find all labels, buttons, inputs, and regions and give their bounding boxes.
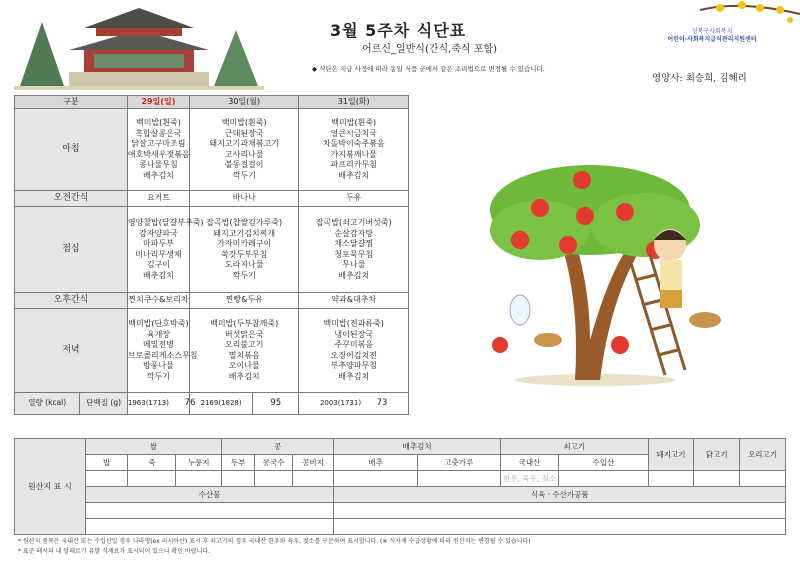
origin-sub: 콩국수 (255, 455, 292, 471)
dish: 마파두부 (142, 239, 174, 248)
menu-cell: 바나나 (189, 191, 299, 207)
center-logo (662, 28, 762, 62)
origin-sub: 밥 (85, 455, 128, 471)
origin-sub: 배추 (334, 455, 417, 471)
dish: 볼동걸걸이 (224, 160, 264, 169)
dish: 오징어김치전 (330, 350, 377, 360)
origin-group: 쇠고기 (500, 439, 648, 455)
dish: 무나물 (342, 260, 366, 269)
origin-value (255, 471, 292, 487)
seafood-proc-label: 식육 · 수산가공품 (334, 487, 786, 503)
origin-sub: 누룽지 (176, 455, 222, 471)
menu-cell (127, 309, 198, 393)
menu-cell (299, 207, 409, 293)
origin-table (14, 438, 786, 535)
origin-group: 오리고기 (740, 439, 786, 471)
dish: 오이나물 (228, 361, 260, 370)
dish: 오리불고기 (224, 340, 264, 349)
menu-cell (127, 109, 189, 191)
dish: 도라지나물 (224, 260, 264, 269)
origin-sub: 국내산 (500, 455, 558, 471)
origin-value (176, 471, 222, 487)
page-subtitle: 어르신_일반식(간식,죽식 포함) (362, 44, 498, 55)
dish: 청포묵무침 (334, 249, 374, 259)
menu-cell (189, 309, 299, 393)
origin-sub: 수입산 (559, 455, 648, 471)
origin-group: 콩 (222, 439, 334, 455)
nutritionist: 영양사: 최승희, 김혜리 (652, 73, 747, 84)
dish: 부추양파무침 (330, 361, 377, 370)
dish: 애호박새우젓볶음 (127, 149, 190, 159)
origin-sub: 고춧가루 (417, 455, 500, 471)
protein-value: 73 (376, 398, 388, 409)
seafood-label: 수산물 (85, 487, 334, 503)
dish: 김구이 (146, 260, 170, 269)
notice-text: ◆ 식단은 지급 사정에 따라 동일 식품 군에서 같은 조리법으로 변경될 수 있습니다. (312, 65, 545, 73)
kcal-label: 열량 (kcal) (15, 393, 80, 415)
menu-cell: 찐빵&두유 (189, 293, 299, 309)
dish: 깍두기 (232, 170, 256, 180)
origin-value (334, 471, 417, 487)
dish: 백미밥(전과류죽) (323, 319, 384, 328)
day-header: 30일(월) (189, 96, 299, 109)
dish: 쑥갓두부무침 (221, 249, 268, 259)
origin-value (85, 503, 334, 519)
dish: 백미밥(흰죽) (135, 118, 181, 127)
dish: 영양찰밥(달걀부추죽) (127, 218, 204, 227)
kcal-value: 2169(1828) (189, 393, 252, 415)
dish: 배추김치 (142, 170, 174, 180)
col-header: 구분 (15, 96, 128, 109)
row-label: 오후간식 (15, 293, 128, 309)
menu-cell (127, 207, 204, 293)
dish: 고사리나물 (224, 149, 264, 159)
dish: 돼지고기김치찌개 (213, 228, 276, 238)
dish: 잡곡밥(찹쌀김가루죽) (206, 218, 283, 227)
logo-line1: 성북구사회복지 (691, 28, 733, 35)
dish: 백미밥(두부참깨죽) (210, 319, 279, 328)
menu-cell (299, 109, 409, 191)
protein-label: 단백질 (g) (80, 393, 127, 415)
menu-cell: 요거트 (127, 191, 189, 207)
dish: 차돌박이숙주볶음 (322, 139, 385, 148)
origin-sub: 두부 (222, 455, 255, 471)
palace-illustration (14, 2, 264, 92)
footer-note-2: * 표준 레시피 내 알레르기 유발 식재료가 표시되어 있으니 확인 바랍니다. (18, 548, 211, 555)
origin-group: 닭고기 (694, 439, 740, 471)
origin-group: 배추김치 (334, 439, 500, 455)
dish: 냉이된장국 (334, 329, 374, 339)
dish: 육개장 (146, 329, 170, 339)
origin-group: 쌀 (85, 439, 221, 455)
protein-value: 76 (184, 398, 196, 409)
dish: 순살감자탕 (334, 228, 374, 238)
menu-cell: 약과&대추차 (299, 293, 409, 309)
dish: 흑합살콩은국 (135, 128, 182, 138)
footer-note-1: * 원산지 품목은 국내산 또는 수입산일 경우 나라명(ex 러시아산) 표시 후 쇠고기의 경우 국내산 한우와 육우, 젖소를 구분하여 표시합니다. (※ 식자재 수급상황에 따라 원산지는 변경될 수 있습니다) (18, 538, 531, 545)
origin-value (85, 519, 334, 535)
dish: 배추김치 (228, 371, 260, 381)
dish: 백미밥(흰죽) (221, 118, 267, 127)
dish: 버섯맑은국 (224, 329, 264, 339)
nutrition-cell (299, 393, 409, 415)
page-title: 3월 5주차 식단표 (330, 21, 467, 40)
dish: 백미밥(단호박죽) (128, 319, 189, 328)
origin-sub: 콩비지 (292, 455, 334, 471)
row-label: 아침 (15, 109, 128, 191)
kcal-value: 2003(1731) (319, 399, 362, 408)
origin-group: 돼지고기 (648, 439, 694, 471)
origin-value (334, 519, 786, 535)
dish: 닭살고구마조림 (131, 139, 186, 148)
origin-value (559, 471, 648, 487)
dish: 브로콜리게소스무침 (127, 350, 198, 360)
dish: 감자양파국 (139, 228, 178, 238)
origin-value (417, 471, 500, 487)
menu-cell (299, 309, 409, 393)
dish: 멸치볶음 (228, 350, 260, 360)
dish: 깍두기 (232, 270, 256, 280)
kcal-value: 1963(1713) (127, 399, 169, 408)
dish: 파프리카무침 (330, 160, 377, 169)
origin-value (85, 471, 128, 487)
flower-branch-illustration (700, 0, 800, 30)
day-header: 31일(화) (299, 96, 409, 109)
dish: 얼큰시금치국 (330, 128, 377, 138)
dish: 배추김치 (338, 371, 370, 381)
menu-table (14, 95, 409, 415)
logo-line2: 어린이·사회복지급식관리지원센터 (667, 36, 757, 43)
dish: 배추김치 (142, 270, 174, 280)
dish: 배추김치 (338, 170, 370, 180)
origin-value (334, 503, 786, 519)
dish: 콩나물무침 (139, 160, 178, 169)
menu-cell: 찐치쿠수&보리차 (127, 293, 189, 309)
dish: 가자미카레구이 (217, 239, 272, 248)
dish: 깍두기 (146, 371, 170, 381)
dish: 백미밥(흰죽) (331, 118, 377, 127)
dish: 메밀전병 (142, 340, 174, 349)
day-header: 29일(일) (127, 96, 189, 109)
row-label: 오전간식 (15, 191, 128, 207)
origin-value (740, 471, 786, 487)
origin-value (222, 471, 255, 487)
origin-sub: 죽 (128, 455, 176, 471)
dish: 근대된장국 (224, 128, 264, 138)
dish: 미나리무생채 (135, 249, 182, 259)
dish: 배추김치 (338, 270, 370, 280)
row-label: 저녁 (15, 309, 128, 393)
menu-cell (189, 207, 299, 293)
menu-cell: 두유 (299, 191, 409, 207)
origin-value (648, 471, 694, 487)
dish: 방풍나물 (142, 361, 174, 370)
origin-label: 원산지 표 시 (15, 439, 86, 535)
beef-hint: 한우, 육우, 젖소 (500, 471, 558, 487)
nutrition-cell (127, 393, 196, 415)
row-label: 점심 (15, 207, 128, 293)
dish: 채소달걀찜 (334, 239, 374, 248)
origin-value (128, 471, 176, 487)
origin-value (292, 471, 334, 487)
origin-value (694, 471, 740, 487)
dish: 돼지고기과채볶고기 (209, 139, 279, 148)
apple-tree-illustration (480, 150, 730, 390)
dish: 가지볶깨나물 (330, 149, 377, 159)
dish: 잡곡밥(쇠고기버섯죽) (315, 218, 392, 227)
menu-cell (189, 109, 299, 191)
dish: 주꾸미볶음 (334, 340, 374, 349)
protein-value: 95 (253, 393, 299, 415)
